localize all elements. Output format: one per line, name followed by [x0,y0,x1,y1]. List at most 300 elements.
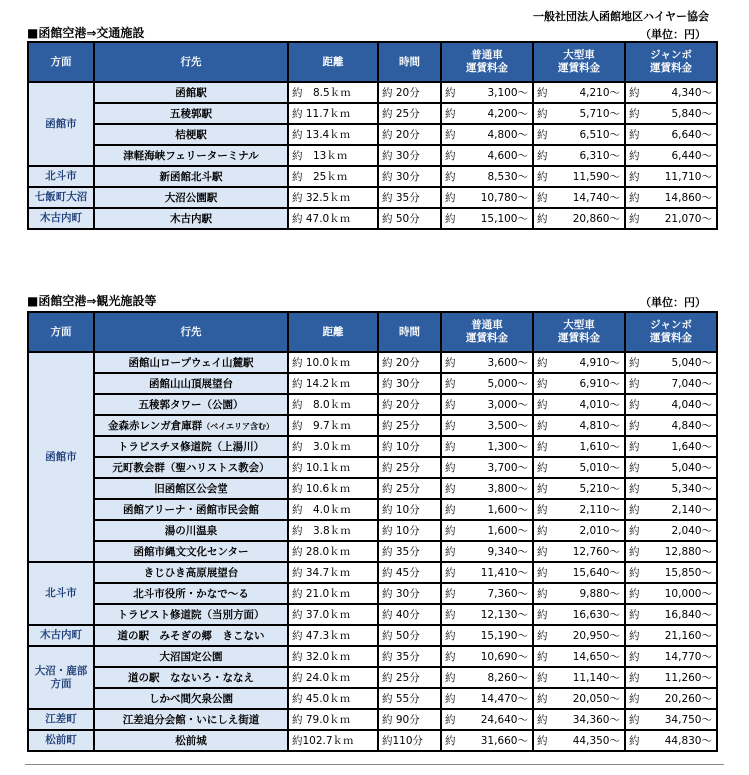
large-fare-header-line2: 運賃料金 [558,62,600,74]
regular-fare-content [445,439,528,454]
approx-prefix: 約 [537,609,548,621]
approx-prefix: 約 [537,651,548,663]
large-fare-value: 11,590〜 [572,171,620,183]
regular-fare-value: 5,000〜 [487,378,528,390]
large-fare-value: 11,140〜 [572,672,620,684]
section-title-transport: ■函館空港⇒交通施設 [27,26,145,40]
destination-cell [94,730,288,751]
large-fare-content [537,649,620,664]
regular-fare-value: 31,660〜 [480,735,528,747]
approx-prefix: 約 [629,150,640,162]
destination-name: 北斗市役所・かなで〜る [133,588,249,600]
large-fare-content [537,607,620,622]
time-cell: 約110分 [378,730,441,751]
large-fare-value: 5,010〜 [579,462,620,474]
jumbo-fare-content [629,190,712,205]
jumbo-fare-content [629,85,712,100]
approx-prefix: 約 [629,213,640,225]
large-fare-value: 20,950〜 [572,630,620,642]
regular-fare-cell [441,103,533,124]
jumbo-fare-cell [625,688,717,709]
approx-prefix: 約 [537,441,548,453]
large-fare-header-line2: 運賃料金 [558,332,600,344]
jumbo-fare-value: 12,880〜 [664,546,712,558]
distance-cell: 約 13ｋｍ [288,145,378,166]
large-fare-cell [533,352,625,373]
regular-fare-cell [441,352,533,373]
time-cell: 約 25分 [378,478,441,499]
approx-prefix: 約 [537,525,548,537]
large-fare-content [537,127,620,142]
large-fare-header [533,42,625,82]
jumbo-fare-content [629,355,712,370]
jumbo-fare-cell [625,499,717,520]
approx-prefix: 約 [629,651,640,663]
jumbo-fare-cell [625,352,717,373]
jumbo-fare-content [629,628,712,643]
regular-fare-content [445,502,528,517]
destination-cell [94,208,288,229]
table-row [28,82,717,103]
large-fare-header-line1: 大型車 [563,319,595,331]
jumbo-fare-value: 7,040〜 [671,378,712,390]
table-row [28,124,717,145]
jumbo-fare-value: 15,850〜 [664,567,712,579]
large-fare-content [537,733,620,748]
destination-cell [94,373,288,394]
distance-header: 距離 [288,312,378,352]
regular-fare-cell [441,187,533,208]
approx-prefix: 約 [537,483,548,495]
approx-prefix: 約 [445,504,456,516]
distance-cell: 約 8.5ｋｍ [288,82,378,103]
jumbo-fare-value: 20,260〜 [664,693,712,705]
jumbo-fare-cell [625,604,717,625]
time-cell: 約 30分 [378,373,441,394]
large-fare-content [537,481,620,496]
large-fare-content [537,376,620,391]
destination-name: 湯の川温泉 [164,525,218,537]
regular-fare-content [445,649,528,664]
large-fare-content [537,190,620,205]
large-fare-cell [533,625,625,646]
destination-name: 道の駅 みそぎの郷 きこない [117,630,265,642]
area-cell: 函館市 [28,82,94,166]
large-fare-cell [533,436,625,457]
time-cell: 約 50分 [378,625,441,646]
area-cell: 木古内町 [28,625,94,646]
time-cell: 約 25分 [378,457,441,478]
jumbo-fare-header [625,42,717,82]
destination-note: （ベイエリア含む） [202,422,274,431]
table-row [28,562,717,583]
area-cell: 北斗市 [28,562,94,625]
regular-fare-cell [441,583,533,604]
large-fare-value: 2,010〜 [579,525,620,537]
jumbo-fare-content [629,418,712,433]
approx-prefix: 約 [537,420,548,432]
jumbo-fare-content [629,106,712,121]
large-fare-value: 5,210〜 [579,483,620,495]
approx-prefix: 約 [445,588,456,600]
large-fare-cell [533,373,625,394]
large-fare-value: 6,910〜 [579,378,620,390]
time-cell: 約 20分 [378,352,441,373]
large-fare-cell [533,499,625,520]
distance-cell: 約 47.0ｋｍ [288,208,378,229]
destination-header: 行先 [94,42,288,82]
approx-prefix: 約 [445,378,456,390]
destination-name: トラピスト修道院（当別方面） [117,609,265,621]
unit-label: （単位：円） [640,296,706,309]
destination-name: トラピスチヌ修道院（上湯川） [117,441,265,453]
jumbo-fare-cell [625,166,717,187]
jumbo-fare-value: 4,340〜 [671,87,712,99]
jumbo-fare-content [629,586,712,601]
jumbo-fare-value: 21,070〜 [664,213,712,225]
approx-prefix: 約 [445,213,456,225]
regular-fare-content [445,544,528,559]
approx-prefix: 約 [629,420,640,432]
organization-name: 一般社団法人函館地区ハイヤー協会 [533,10,709,23]
destination-cell [94,583,288,604]
time-cell: 約 30分 [378,583,441,604]
jumbo-fare-value: 2,140〜 [671,504,712,516]
large-fare-cell [533,415,625,436]
jumbo-fare-cell [625,646,717,667]
table-row [28,520,717,541]
table-row [28,541,717,562]
large-fare-content [537,169,620,184]
regular-fare-content [445,127,528,142]
table-row [28,499,717,520]
regular-fare-value: 10,690〜 [480,651,528,663]
approx-prefix: 約 [445,651,456,663]
regular-fare-cell [441,124,533,145]
jumbo-fare-value: 10,000〜 [664,588,712,600]
area-cell: 江差町 [28,709,94,730]
regular-fare-content [445,670,528,685]
distance-cell: 約 24.0ｋｍ [288,667,378,688]
regular-fare-cell [441,499,533,520]
regular-fare-content [445,148,528,163]
jumbo-fare-cell [625,124,717,145]
destination-cell [94,394,288,415]
approx-prefix: 約 [537,171,548,183]
jumbo-fare-content [629,397,712,412]
time-cell: 約 10分 [378,436,441,457]
destination-name: 旧函館区公会堂 [154,483,228,495]
regular-fare-content [445,712,528,727]
large-fare-value: 14,740〜 [572,192,620,204]
approx-prefix: 約 [629,399,640,411]
regular-fare-value: 7,360〜 [487,588,528,600]
approx-prefix: 約 [537,399,548,411]
large-fare-cell [533,478,625,499]
regular-fare-content [445,418,528,433]
approx-prefix: 約 [629,378,640,390]
approx-prefix: 約 [537,378,548,390]
area-cell: 北斗市 [28,166,94,187]
regular-fare-cell [441,604,533,625]
regular-fare-header-line1: 普通車 [471,319,503,331]
approx-prefix: 約 [537,213,548,225]
destination-name: 函館山ロープウェイ山麓駅 [128,357,254,369]
regular-fare-content [445,628,528,643]
time-cell: 約 50分 [378,208,441,229]
time-cell: 約 45分 [378,562,441,583]
destination-name: 函館市縄文文化センター [133,546,249,558]
large-fare-content [537,691,620,706]
regular-fare-cell [441,478,533,499]
section-title-sightseeing: ■函館空港⇒観光施設等 [27,294,157,308]
regular-fare-value: 12,130〜 [480,609,528,621]
jumbo-fare-value: 1,640〜 [671,441,712,453]
regular-fare-value: 11,410〜 [480,567,528,579]
jumbo-fare-value: 11,710〜 [664,171,712,183]
approx-prefix: 約 [445,567,456,579]
regular-fare-cell [441,457,533,478]
destination-name: 函館アリーナ・函館市民会館 [122,504,260,516]
regular-fare-content [445,733,528,748]
distance-cell: 約 47.3ｋｍ [288,625,378,646]
jumbo-fare-cell [625,436,717,457]
jumbo-fare-cell [625,541,717,562]
approx-prefix: 約 [445,735,456,747]
jumbo-fare-content [629,544,712,559]
approx-prefix: 約 [537,714,548,726]
time-cell: 約 20分 [378,82,441,103]
destination-name: 津軽海峡フェリーターミナル [123,150,259,162]
time-cell: 約 35分 [378,646,441,667]
approx-prefix: 約 [445,399,456,411]
jumbo-fare-value: 34,750〜 [664,714,712,726]
destination-name: 函館山山頂展望台 [149,378,233,390]
regular-fare-value: 4,600〜 [487,150,528,162]
destination-name: 五稜郭駅 [170,108,212,120]
distance-cell: 約 14.2ｋｍ [288,373,378,394]
destination-cell [94,457,288,478]
time-cell: 約 30分 [378,145,441,166]
approx-prefix: 約 [629,630,640,642]
regular-fare-value: 8,260〜 [487,672,528,684]
approx-prefix: 約 [445,462,456,474]
jumbo-fare-value: 2,040〜 [671,525,712,537]
destination-name: 金森赤レンガ倉庫群 [108,420,203,432]
large-fare-cell [533,457,625,478]
regular-fare-value: 1,600〜 [487,525,528,537]
regular-fare-value: 14,470〜 [480,693,528,705]
approx-prefix: 約 [629,546,640,558]
distance-cell: 約 25ｋｍ [288,166,378,187]
destination-name: きじひき高原展望台 [143,567,239,579]
regular-fare-cell [441,667,533,688]
jumbo-fare-content [629,376,712,391]
distance-cell: 約 10.0ｋｍ [288,352,378,373]
large-fare-cell [533,394,625,415]
approx-prefix: 約 [445,108,456,120]
approx-prefix: 約 [445,483,456,495]
regular-fare-value: 3,000〜 [487,399,528,411]
approx-prefix: 約 [629,609,640,621]
destination-name: 桔梗駅 [175,129,207,141]
approx-prefix: 約 [537,630,548,642]
destination-name: 元町教会群（聖ハリストス教会） [112,462,270,474]
large-fare-content [537,355,620,370]
regular-fare-content [445,211,528,226]
regular-fare-value: 3,500〜 [487,420,528,432]
destination-name: 松前城 [175,735,207,747]
distance-cell: 約 28.0ｋｍ [288,541,378,562]
regular-fare-content [445,169,528,184]
approx-prefix: 約 [537,108,548,120]
approx-prefix: 約 [537,588,548,600]
large-fare-value: 34,360〜 [572,714,620,726]
approx-prefix: 約 [445,171,456,183]
regular-fare-content [445,190,528,205]
large-fare-value: 20,050〜 [572,693,620,705]
regular-fare-cell [441,373,533,394]
time-cell: 約 35分 [378,187,441,208]
regular-fare-header-line1: 普通車 [471,49,503,61]
jumbo-fare-value: 5,840〜 [671,108,712,120]
approx-prefix: 約 [629,192,640,204]
table-row [28,103,717,124]
regular-fare-cell [441,562,533,583]
jumbo-fare-cell [625,82,717,103]
regular-fare-cell [441,646,533,667]
area-cell: 七飯町大沼 [28,187,94,208]
large-fare-value: 5,710〜 [579,108,620,120]
approx-prefix: 約 [629,483,640,495]
destination-cell [94,187,288,208]
jumbo-fare-value: 5,040〜 [671,357,712,369]
approx-prefix: 約 [629,672,640,684]
regular-fare-value: 24,640〜 [480,714,528,726]
large-fare-value: 6,310〜 [579,150,620,162]
approx-prefix: 約 [537,735,548,747]
jumbo-fare-value: 44,830〜 [664,735,712,747]
time-cell: 約 55分 [378,688,441,709]
time-cell: 約 20分 [378,394,441,415]
regular-fare-value: 4,800〜 [487,129,528,141]
regular-fare-value: 3,800〜 [487,483,528,495]
destination-cell [94,352,288,373]
large-fare-content [537,418,620,433]
destination-cell [94,436,288,457]
table-row [28,187,717,208]
jumbo-fare-value: 4,840〜 [671,420,712,432]
jumbo-fare-cell [625,562,717,583]
large-fare-cell [533,541,625,562]
large-fare-content [537,586,620,601]
regular-fare-cell [441,82,533,103]
regular-fare-value: 15,190〜 [480,630,528,642]
large-fare-value: 12,760〜 [572,546,620,558]
fare-table-transport [27,41,718,230]
approx-prefix: 約 [537,672,548,684]
approx-prefix: 約 [537,693,548,705]
large-fare-value: 4,010〜 [579,399,620,411]
regular-fare-cell [441,709,533,730]
destination-name: 大沼公園駅 [164,192,218,204]
regular-fare-value: 10,780〜 [480,192,528,204]
table-row [28,583,717,604]
approx-prefix: 約 [629,87,640,99]
jumbo-fare-value: 11,260〜 [664,672,712,684]
regular-fare-cell [441,436,533,457]
regular-fare-cell [441,520,533,541]
jumbo-fare-cell [625,103,717,124]
destination-cell [94,709,288,730]
destination-cell [94,562,288,583]
distance-cell: 約 11.7ｋｍ [288,103,378,124]
destination-cell [94,145,288,166]
destination-cell [94,478,288,499]
distance-cell: 約 34.7ｋｍ [288,562,378,583]
jumbo-fare-content [629,691,712,706]
distance-cell: 約 3.0ｋｍ [288,436,378,457]
large-fare-value: 1,610〜 [579,441,620,453]
regular-fare-content [445,85,528,100]
regular-fare-value: 3,600〜 [487,357,528,369]
approx-prefix: 約 [445,357,456,369]
distance-header: 距離 [288,42,378,82]
large-fare-value: 2,110〜 [579,504,620,516]
jumbo-fare-content [629,607,712,622]
approx-prefix: 約 [629,462,640,474]
regular-fare-value: 1,600〜 [487,504,528,516]
table-row [28,208,717,229]
jumbo-fare-header [625,312,717,352]
jumbo-fare-cell [625,373,717,394]
area-cell: 大沼・鹿部方面 [28,646,94,709]
approx-prefix: 約 [629,693,640,705]
approx-prefix: 約 [629,588,640,600]
approx-prefix: 約 [445,693,456,705]
time-cell: 約 40分 [378,604,441,625]
destination-cell [94,688,288,709]
table-row [28,166,717,187]
header-row [28,42,717,82]
large-fare-header [533,312,625,352]
time-cell: 約 10分 [378,520,441,541]
large-fare-content [537,148,620,163]
table-row [28,436,717,457]
large-fare-content [537,544,620,559]
large-fare-cell [533,187,625,208]
header-row [28,312,717,352]
approx-prefix: 約 [629,171,640,183]
jumbo-fare-value: 14,770〜 [664,651,712,663]
regular-fare-header [441,312,533,352]
large-fare-content [537,523,620,538]
jumbo-fare-cell [625,394,717,415]
time-cell: 約 35分 [378,541,441,562]
jumbo-fare-value: 5,340〜 [671,483,712,495]
table-row [28,478,717,499]
regular-fare-cell [441,688,533,709]
destination-name: 新函館北斗駅 [159,171,223,183]
regular-fare-cell [441,625,533,646]
jumbo-fare-cell [625,583,717,604]
jumbo-fare-content [629,169,712,184]
jumbo-fare-content [629,712,712,727]
large-fare-cell [533,709,625,730]
large-fare-value: 6,510〜 [579,129,620,141]
approx-prefix: 約 [445,420,456,432]
area-header: 方面 [28,42,94,82]
